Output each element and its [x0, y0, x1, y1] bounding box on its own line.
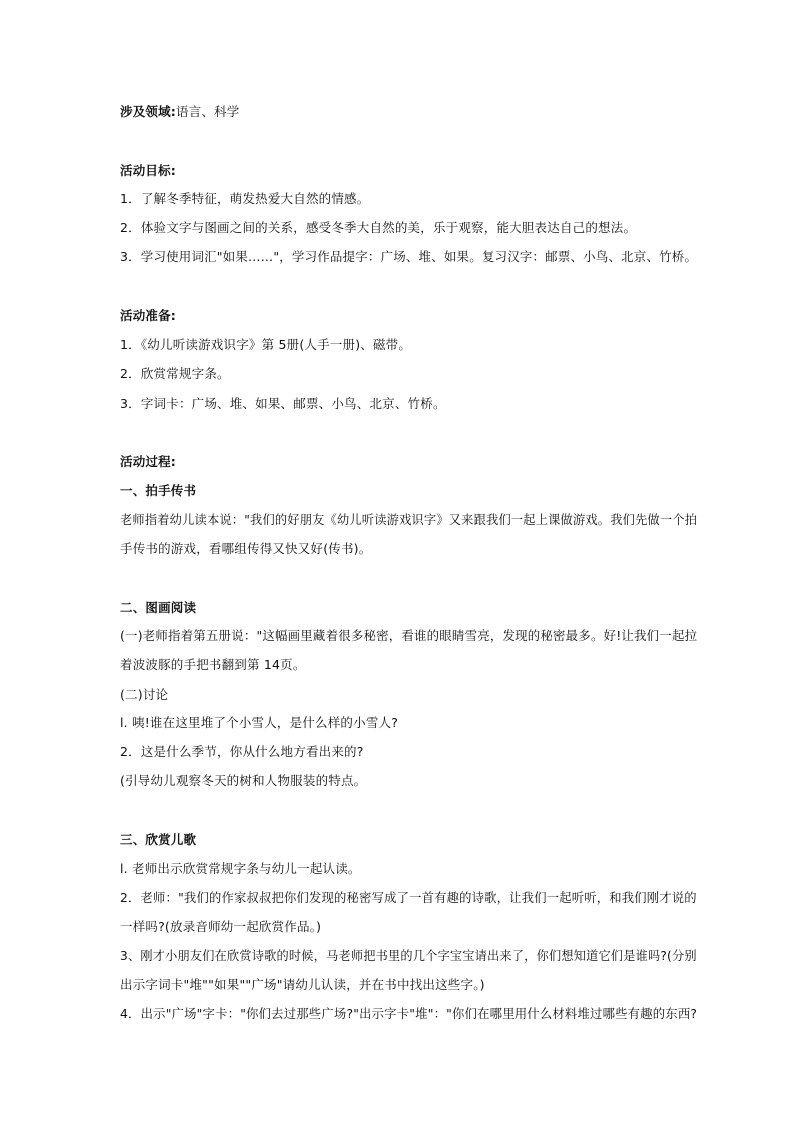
- goal-item: 3．学习使用词汇"如果……"，学习作品提字：广场、堆、如果。复习汉字：邮票、小鸟、北京、竹桥。: [120, 249, 698, 264]
- section-line: l. 老师出示欣赏常规字条与幼儿一起认读。: [120, 861, 361, 876]
- section-title: 二、图画阅读: [120, 600, 197, 615]
- section-line: 一样吗?(放录音师幼一起欣赏作品。): [120, 919, 322, 934]
- section-line: (引导幼儿观察冬天的树和人物服装的特点。: [120, 773, 367, 788]
- section-title: 一、拍手传书: [120, 483, 197, 498]
- section-line: 着波波豚的手把书翻到第 14页。: [120, 657, 306, 672]
- section-line: 3、刚才小朋友们在欣赏诗歌的时候，马老师把书里的几个字宝宝请出来了，你们想知道它们是谁吗?(分别: [120, 948, 697, 963]
- section-line: (二)讨论: [120, 687, 169, 702]
- prep-item: 3．字词卡：广场、堆、如果、邮票、小鸟、北京、竹桥。: [120, 396, 446, 411]
- section-line: 老师指着幼儿读本说："我们的好朋友《幼儿听读游戏识字》又来跟我们一起上课做游戏。我们先做一个拍: [120, 512, 698, 527]
- section-line: 2．这是什么季节，你从什么地方看出来的?: [120, 744, 364, 759]
- goals-heading: 活动目标:: [120, 163, 176, 178]
- goal-item: 1．了解冬季特征，萌发热爱大自然的情感。: [120, 191, 370, 206]
- domains-label: 涉及领域:: [120, 104, 176, 119]
- section-line: (一)老师指着第五册说："这幅画里藏着很多秘密，看谁的眼睛雪亮，发现的秘密最多。好!让我们一起拉: [120, 628, 698, 643]
- domains-line: [120, 103, 680, 121]
- prep-item: 1．《幼儿听读游戏识字》第 5册(人手一册)、磁带。: [120, 337, 412, 352]
- section-line: l. 咦!谁在这里堆了个小雪人，是什么样的小雪人?: [120, 715, 399, 730]
- section-title: 三、欣赏儿歌: [120, 832, 197, 847]
- section-line: 手传书的游戏，看哪组传得又快又好(传书)。: [120, 541, 372, 556]
- section-line: 4．出示"广场"字卡："你们去过那些广场?"出示字卡"堆"："你们在哪里用什么材料堆过哪些有趣的东西?: [120, 1006, 698, 1021]
- section-line: 2．老师："我们的作家叔叔把你们发现的秘密写成了一首有趣的诗歌，让我们一起听听，和我们刚才说的: [120, 890, 697, 905]
- prep-heading: 活动准备:: [120, 308, 176, 323]
- domains-value: 语言、科学: [176, 104, 240, 119]
- section-line: 出示字词卡"堆""如果""广场"请幼儿认读，并在书中找出这些字。): [120, 977, 485, 992]
- prep-item: 2．欣赏常规字条。: [120, 366, 230, 381]
- goal-item: 2．体验文字与图画之间的关系，感受冬季大自然的美，乐于观察，能大胆表达自己的想法。: [120, 220, 637, 235]
- process-heading: 活动过程:: [120, 454, 176, 469]
